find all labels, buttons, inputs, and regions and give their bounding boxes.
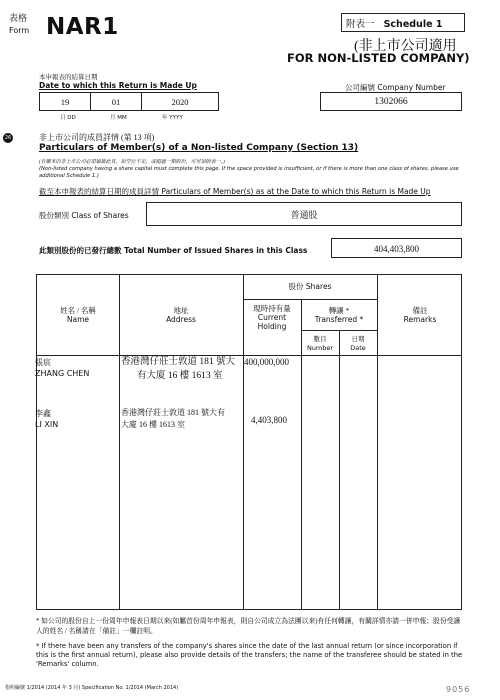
return-date-label-en: Date to which this Return is Made Up [39,81,197,90]
member-current-holding: 400,000,000 [244,357,289,367]
transfer-footnote-cn: * 如公司的股份自上一份周年申報表日期以來(如屬首份周年申報表，則自公司成立為法團以來)有任何轉讓，有關詳情亦請一併申報；股份受讓人的姓名 / 名稱請在「備註」一欄註明。 [36,618,461,635]
member-address-line: 香港灣仔莊士敦道 181 號大 [121,357,236,367]
transfer-footnote-en: * If there have been any transfers of the company's shares since the date of the last annual return (or since incorporation if this is the first annual return), please also provide details of the transfers; the name of the transferee should be stated in the 'Remarks' column. [36,642,463,668]
non-listed-title-en: FOR NON-LISTED COMPANY) [287,51,470,65]
current-holding-header: 現時持有量 Current Holding [253,304,291,331]
row-divider [301,330,377,331]
company-number-label: 公司編號 Company Number [345,83,446,92]
members-table [36,274,462,610]
transfer-number-header: 數目 Number [306,336,334,352]
day-caption: 日 DD [60,115,76,121]
member-name-cn: 張宸 [35,358,51,367]
return-date-label-cn: 本申報表的結算日期 [39,74,98,81]
remarks-column-header: 備註 Remarks [403,306,437,324]
instruction-note-cn: (有關本的非上市公司必須填報此頁，如空位不足，或超過一類股份，可另加附表一。) [39,160,225,165]
member-address-line: 大廈 16 樓 1613 室 [121,420,185,429]
form-label-cn: 表格 [9,13,28,23]
form-code: NAR1 [46,14,119,40]
section-number-badge: 26 [4,135,12,141]
member-name-cn: 李鑫 [35,409,51,418]
column-divider [339,330,340,609]
transferred-header: 轉讓 * Transferred * [314,306,364,324]
company-number-field[interactable]: 1302066 [320,92,462,111]
class-of-shares-field[interactable]: 普通股 [146,202,462,226]
instruction-note-en: (Non-listed company having a share capital must complete this page. If the space provided is insufficient, or if there is more than one class of shares, please use additional Schedule 1.) [39,166,459,179]
row-divider [243,299,377,300]
column-divider [377,275,378,609]
return-month-field[interactable]: 01 [90,92,142,111]
header-bottom-line [37,355,462,356]
form-label-en: Form [9,26,30,35]
member-current-holding: 4,403,800 [251,415,287,425]
schedule-label-cn: 附表一 [346,20,375,30]
member-address-line: 有大廈 16 樓 1613 室 [137,371,223,381]
issued-shares-label: 此類別股份的已發行總數 Total Number of Issued Shares in this Class [39,246,308,255]
column-divider [119,275,120,609]
class-of-shares-label: 股份類別 Class of Shares [39,211,129,220]
non-listed-title-cn: (非上市公司適用 [354,39,457,54]
member-name-en: LI XIN [35,420,59,429]
page-identifier: 9056 [446,685,471,694]
schedule-label-en: Schedule 1 [383,19,443,30]
return-day-field[interactable]: 19 [39,92,91,111]
schedule-box [341,13,465,32]
section-title-cn: 非上市公司的成員詳情 (第 13 項) [39,133,155,142]
name-column-header: 姓名 / 名稱 Name [60,306,96,324]
year-caption: 年 YYYY [162,115,183,121]
member-address-line: 香港灣仔莊士敦道 181 號大有 [121,408,225,417]
return-year-field[interactable]: 2020 [141,92,219,111]
specification-number: 指明編號 1/2014 (2014 年 3 月) Specification No. 1/2014 (March 2014) [5,685,179,691]
address-column-header: 地址 Address [166,306,196,324]
section-title-en: Particulars of Member(s) of a Non-listed Company (Section 13) [39,143,359,153]
particulars-as-at-heading: 截至本申報表的結算日期的成員詳情 Particulars of Member(s) as at the Date to which this Return is Made Up [39,187,431,196]
month-caption: 月 MM [110,115,127,121]
shares-group-header: 股份 Shares [288,282,332,291]
issued-shares-field[interactable]: 404,403,800 [331,238,462,258]
transfer-date-header: 日期 Date [350,336,366,352]
member-name-en: ZHANG CHEN [35,369,90,378]
